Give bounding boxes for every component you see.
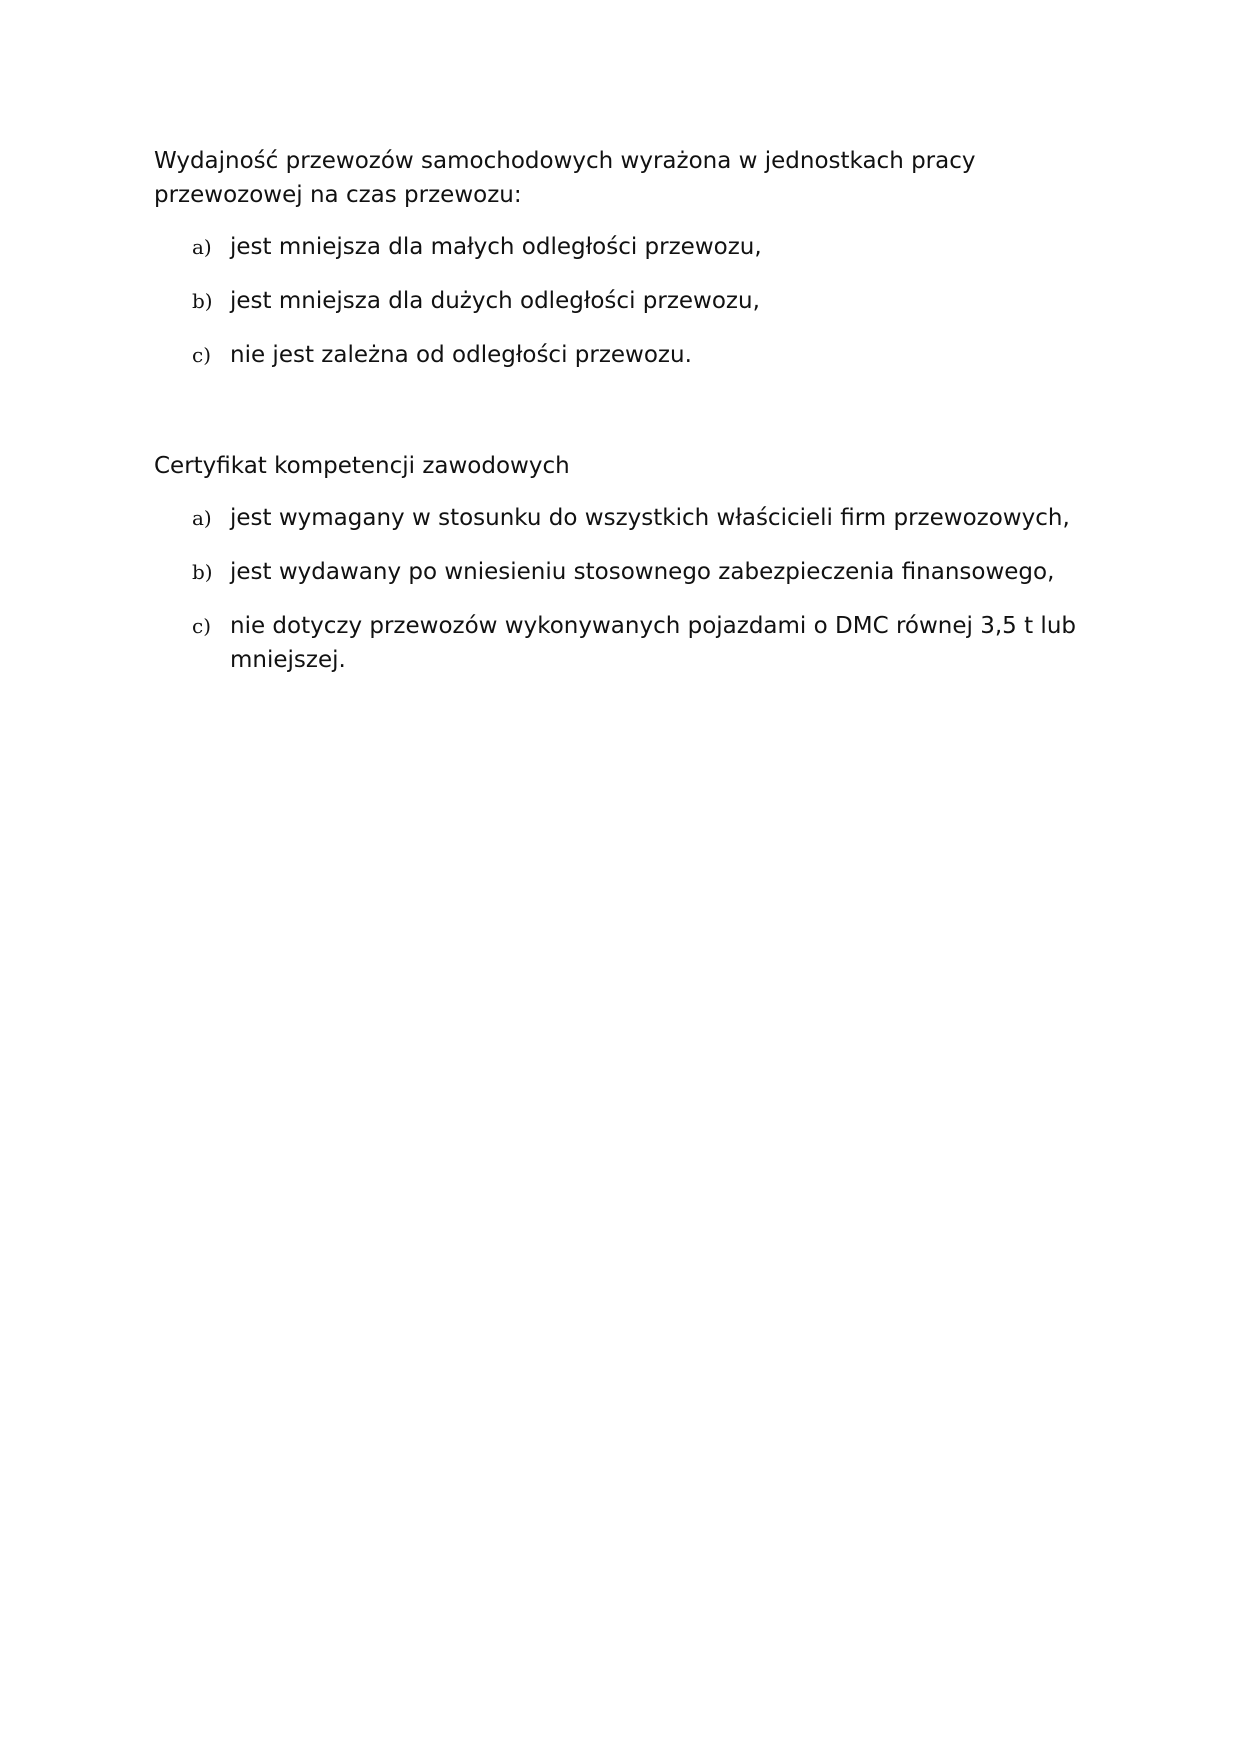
answer-text: nie jest zależna od odległości przewozu. bbox=[230, 342, 692, 368]
answer-option-a bbox=[154, 230, 1094, 264]
answer-list bbox=[154, 230, 1094, 372]
question-2 bbox=[154, 449, 1094, 677]
answer-text: jest wydawany po wniesieniu stosownego zabezpieczenia finansowego, bbox=[230, 559, 1055, 585]
answer-option-b bbox=[154, 555, 1094, 589]
question-text: Wydajność przewozów samochodowych wyrażona w jednostkach pracy przewozowej na czas przewozu: bbox=[154, 148, 976, 208]
answer-option-b bbox=[154, 284, 1094, 318]
answer-marker: a) bbox=[192, 506, 212, 530]
question-1 bbox=[154, 144, 1094, 372]
answer-marker: c) bbox=[192, 614, 212, 638]
answer-marker: b) bbox=[192, 289, 213, 313]
answer-marker: a) bbox=[192, 235, 212, 259]
answer-text: jest mniejsza dla dużych odległości przewozu, bbox=[230, 288, 760, 314]
answer-list bbox=[154, 501, 1094, 677]
answer-text: jest mniejsza dla małych odległości przewozu, bbox=[230, 234, 762, 260]
answer-option-a bbox=[154, 501, 1094, 535]
answer-option-c bbox=[154, 609, 1094, 677]
answer-text: jest wymagany w stosunku do wszystkich właścicieli firm przewozowych, bbox=[230, 505, 1070, 531]
answer-marker: b) bbox=[192, 560, 213, 584]
answer-option-c bbox=[154, 338, 1094, 372]
answer-marker: c) bbox=[192, 343, 212, 367]
question-text: Certyfikat kompetencji zawodowych bbox=[154, 453, 570, 479]
answer-text: nie dotyczy przewozów wykonywanych pojazdami o DMC równej 3,5 t lub mniejszej. bbox=[230, 613, 1076, 673]
